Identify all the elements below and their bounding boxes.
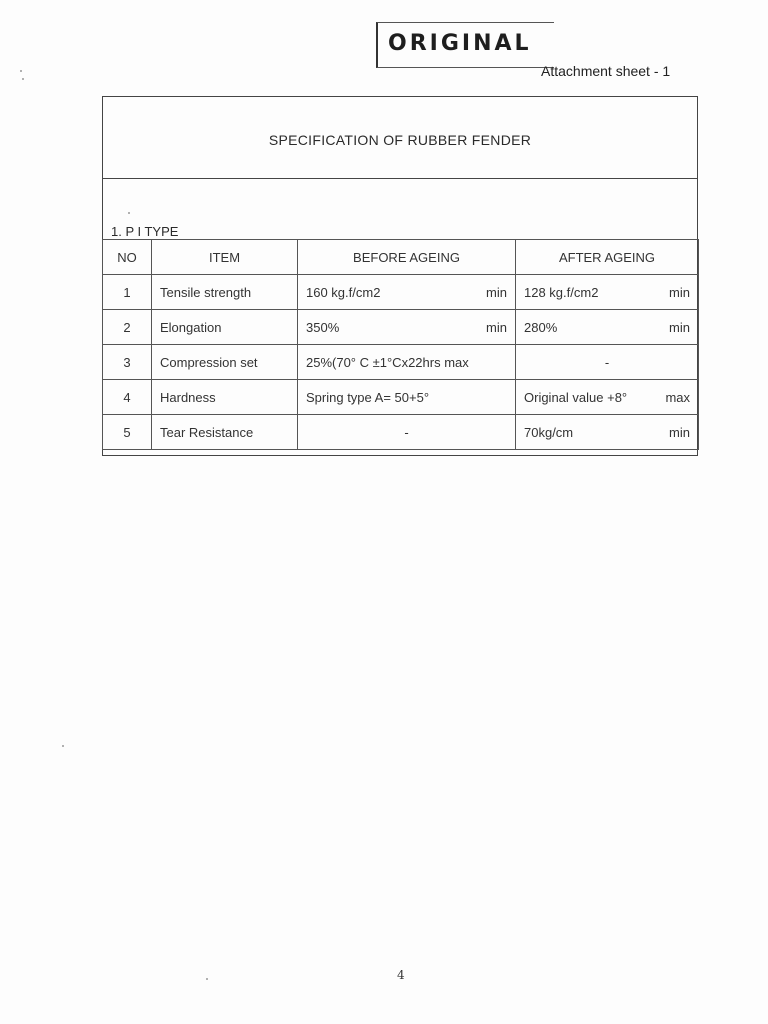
row-after — [516, 345, 699, 380]
row-no: 3 — [103, 345, 152, 380]
row-no: 2 — [103, 310, 152, 345]
after-value: Original value +8° — [524, 389, 628, 405]
after-value: - — [604, 354, 610, 370]
document-title: SPECIFICATION OF RUBBER FENDER — [268, 132, 532, 148]
row-before — [298, 345, 516, 380]
after-qualifier: min — [669, 319, 690, 335]
row-before — [298, 415, 516, 450]
header-before-ageing: BEFORE AGEING — [298, 240, 516, 275]
after-qualifier: min — [669, 424, 690, 440]
row-after — [516, 310, 699, 345]
before-qualifier: min — [486, 319, 507, 335]
after-qualifier: max — [665, 389, 690, 405]
attachment-label: Attachment sheet - 1 — [541, 63, 671, 79]
title-row — [103, 97, 697, 179]
before-value: - — [404, 424, 409, 440]
before-value: 160 kg.f/cm2 — [306, 284, 381, 300]
row-item: Hardness — [152, 380, 298, 415]
after-value: 70kg/cm — [524, 424, 574, 440]
scan-speck — [206, 978, 208, 980]
scan-speck — [62, 745, 64, 747]
row-after — [516, 380, 699, 415]
table-row — [103, 275, 699, 310]
before-value: Spring type A= 50+5° — [306, 389, 430, 405]
specification-table — [102, 239, 699, 450]
before-value: 350% — [306, 319, 340, 335]
row-item: Tensile strength — [152, 275, 298, 310]
table-row — [103, 310, 699, 345]
scan-speck — [20, 70, 22, 72]
row-before — [298, 275, 516, 310]
row-after — [516, 415, 699, 450]
page-number: 4 — [397, 968, 405, 982]
table-row — [103, 380, 699, 415]
original-stamp — [376, 22, 554, 68]
header-item: ITEM — [152, 240, 298, 275]
after-value: 128 kg.f/cm2 — [524, 284, 599, 300]
row-after — [516, 275, 699, 310]
row-before — [298, 310, 516, 345]
after-qualifier: min — [669, 284, 690, 300]
stamp-text: ORIGINAL — [388, 31, 532, 56]
section-label: 1. P I TYPE — [111, 224, 179, 239]
table-header-row — [103, 240, 699, 275]
row-item: Elongation — [152, 310, 298, 345]
row-no: 1 — [103, 275, 152, 310]
header-after-ageing: AFTER AGEING — [516, 240, 699, 275]
row-before — [298, 380, 516, 415]
before-value: 25%(70° C ±1°Cx22hrs max — [306, 354, 469, 370]
row-no: 4 — [103, 380, 152, 415]
row-item: Compression set — [152, 345, 298, 380]
table-row — [103, 345, 699, 380]
before-qualifier: min — [486, 284, 507, 300]
scan-speck — [22, 78, 24, 80]
header-no: NO — [103, 240, 152, 275]
row-no: 5 — [103, 415, 152, 450]
row-item: Tear Resistance — [152, 415, 298, 450]
after-value: 280% — [524, 319, 558, 335]
table-row — [103, 415, 699, 450]
